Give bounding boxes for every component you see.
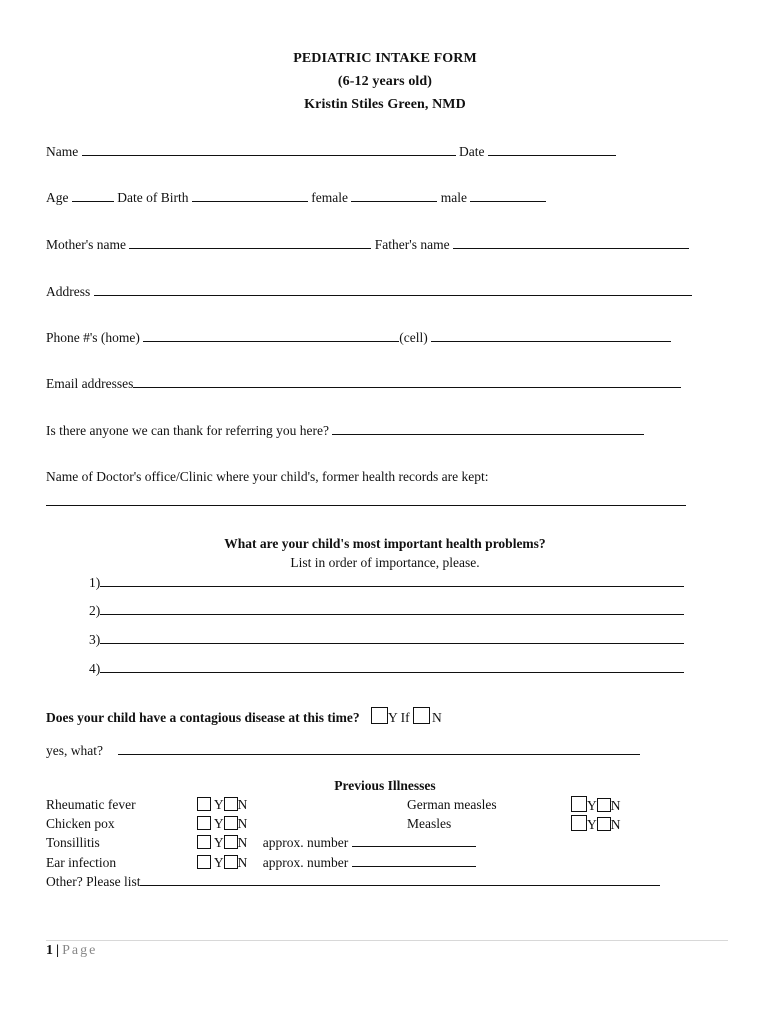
contagious-question: Does your child have a contagious disease at this time? [46, 710, 360, 725]
measles-yn [571, 815, 621, 834]
no-label: N [237, 797, 248, 812]
contagious-followup-row [46, 742, 640, 760]
email-label: Email addresses [46, 376, 134, 391]
problem-item [89, 574, 684, 592]
email-field[interactable] [133, 375, 681, 388]
contagious-yes-label: Y If [388, 710, 410, 725]
rheumatic-fever-yes-checkbox[interactable] [197, 797, 211, 811]
date-field[interactable] [488, 143, 616, 156]
illness-label: Chicken pox [46, 816, 115, 831]
referral-label: Is there anyone we can thank for referring you here? [46, 423, 329, 438]
referral-field[interactable] [332, 422, 644, 435]
doctor-field[interactable] [46, 505, 686, 506]
yes-label: Y [587, 817, 597, 832]
problem-item [89, 602, 684, 620]
tonsillitis-yn [197, 834, 476, 852]
problems-subheading: List in order of importance, please. [290, 555, 480, 570]
contagious-no-checkbox[interactable] [413, 707, 430, 724]
age-label: Age [46, 190, 69, 205]
phone-cell-label: (cell) [399, 330, 428, 345]
page-footer [46, 942, 97, 960]
problem-number: 3) [89, 632, 101, 647]
yes-label: Y [213, 835, 224, 850]
yes-label: Y [587, 798, 597, 813]
footer-separator: | [56, 943, 60, 958]
tonsillitis-number-field[interactable] [352, 834, 476, 847]
doctor-row [46, 468, 488, 486]
illness-label: Ear infection [46, 855, 117, 870]
yes-label: Y [213, 855, 224, 870]
phone-home-field[interactable] [143, 329, 399, 342]
date-label: Date [458, 144, 485, 159]
rheumatic-fever-no-checkbox[interactable] [224, 797, 238, 811]
problem-field-2[interactable] [100, 602, 684, 615]
illness-label: Rheumatic fever [46, 797, 136, 812]
german-measles-no-checkbox[interactable] [597, 798, 611, 812]
address-field[interactable] [94, 283, 692, 296]
illness-label: Tonsillitis [46, 835, 100, 850]
contagious-yes-checkbox[interactable] [371, 707, 388, 724]
footer-divider [46, 940, 728, 941]
no-label: N [237, 835, 248, 850]
referral-row [46, 422, 644, 440]
measles-no-checkbox[interactable] [597, 817, 611, 831]
yes-label: Y [213, 797, 224, 812]
ear-infection-yes-checkbox[interactable] [197, 855, 211, 869]
tonsillitis-no-checkbox[interactable] [224, 835, 238, 849]
approx-number-label: approx. number [262, 855, 349, 870]
mother-name-field[interactable] [129, 236, 371, 249]
chicken-pox-yes-checkbox[interactable] [197, 816, 211, 830]
no-label: N [237, 816, 248, 831]
age-field[interactable] [72, 189, 114, 202]
female-field[interactable] [351, 189, 437, 202]
yes-label: Y [213, 816, 224, 831]
no-label: N [610, 798, 621, 813]
ear-infection-number-field[interactable] [352, 854, 476, 867]
ear-infection-yn [197, 854, 476, 872]
father-label: Father's name [374, 237, 450, 252]
approx-number-label: approx. number [262, 835, 349, 850]
name-date-row [46, 143, 616, 161]
page-number: 1 [46, 943, 53, 958]
illness-label: German measles [407, 797, 497, 812]
measles-yes-checkbox[interactable] [571, 815, 587, 831]
no-label: N [237, 855, 248, 870]
father-name-field[interactable] [453, 236, 689, 249]
problem-number: 4) [89, 661, 101, 676]
ear-infection-no-checkbox[interactable] [224, 855, 238, 869]
no-label: N [610, 817, 621, 832]
female-label: female [311, 190, 348, 205]
problem-field-4[interactable] [100, 660, 684, 673]
other-illness-row [46, 873, 660, 891]
problem-number: 2) [89, 603, 101, 618]
phone-home-label: Phone #'s (home) [46, 330, 140, 345]
form-header [0, 47, 770, 116]
email-row [46, 375, 681, 393]
problem-field-1[interactable] [100, 574, 684, 587]
dob-label: Date of Birth [117, 190, 189, 205]
name-field[interactable] [82, 143, 456, 156]
contagious-followup-label: yes, what? [46, 743, 103, 758]
address-label: Address [46, 284, 91, 299]
parents-row [46, 236, 689, 254]
practitioner-name: Kristin Stiles Green, NMD [304, 97, 466, 112]
male-field[interactable] [470, 189, 546, 202]
name-label: Name [46, 144, 79, 159]
problem-number: 1) [89, 575, 101, 590]
problem-item [89, 631, 684, 649]
tonsillitis-yes-checkbox[interactable] [197, 835, 211, 849]
problem-item [89, 660, 684, 678]
page-word: Page [62, 943, 98, 958]
chicken-pox-no-checkbox[interactable] [224, 816, 238, 830]
doctor-label: Name of Doctor's office/Clinic where your child's, former health records are kept: [46, 469, 489, 484]
age-dob-row [46, 189, 546, 207]
illnesses-heading: Previous Illnesses [334, 778, 436, 793]
form-title: PEDIATRIC INTAKE FORM [293, 51, 477, 66]
contagious-row [46, 707, 442, 727]
form-age-range: (6-12 years old) [337, 74, 433, 89]
chicken-pox-yn [197, 815, 247, 833]
address-row [46, 283, 692, 301]
phone-row [46, 329, 671, 347]
contagious-no-label: N [432, 710, 442, 725]
phone-cell-field[interactable] [431, 329, 671, 342]
german-measles-yes-checkbox[interactable] [571, 796, 587, 812]
rheumatic-fever-yn [197, 796, 247, 814]
problem-field-3[interactable] [100, 631, 684, 644]
other-illness-field[interactable] [140, 873, 660, 886]
mother-label: Mother's name [46, 237, 127, 252]
illness-label: Measles [407, 816, 452, 831]
german-measles-yn [571, 796, 621, 815]
other-illness-label: Other? Please list [46, 874, 141, 889]
problems-heading: What are your child's most important health problems? [224, 536, 546, 551]
dob-field[interactable] [192, 189, 308, 202]
contagious-followup-field[interactable] [118, 742, 640, 755]
male-label: male [440, 190, 467, 205]
